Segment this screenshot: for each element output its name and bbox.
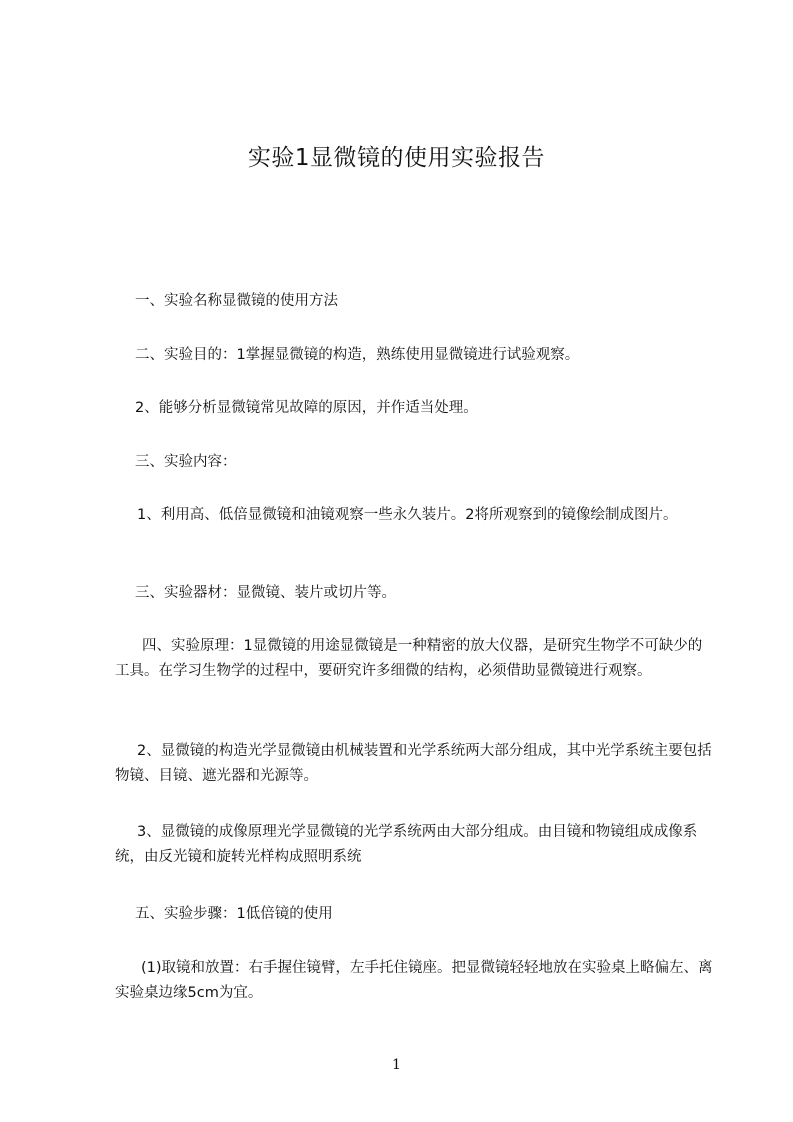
content-item-1: 1、利用高、低倍显微镜和油镜观察一些永久装片。2将所观察到的镜像绘制成图片。: [137, 507, 678, 523]
section-experiment-content: 三、实验内容：: [135, 454, 237, 470]
section-experiment-steps: 五、实验步骤：1低倍镜的使用: [135, 906, 333, 922]
page-number: 1: [392, 1057, 401, 1073]
section-experiment-purpose: 二、实验目的：1掌握显微镜的构造，熟练使用显微镜进行试验观察。: [135, 347, 580, 363]
page-title: 实验1显微镜的使用实验报告: [247, 145, 546, 171]
step-item-1: (1)取镜和放置：右手握住镜臂，左手托住镜座。把显微镜轻轻地放在实验桌上略偏左、离实验桌边缘5cm为宜。: [115, 960, 713, 1001]
section-experiment-equipment: 三、实验器材：显微镜、装片或切片等。: [135, 585, 396, 601]
principle-item-2: 2、显微镜的构造光学显微镜由机械装置和光学系统两大部分组成，其中光学系统主要包括物镜、目镜、遮光器和光源等。: [115, 743, 712, 784]
purpose-item-2: 2、能够分析显微镜常见故障的原因，并作适当处理。: [135, 400, 478, 416]
principle-item-3: 3、显微镜的成像原理光学显微镜的光学系统两由大部分组成。由目镜和物镜组成成像系统，由反光镜和旋转光样构成照明系统: [115, 824, 698, 865]
section-experiment-name: 一、实验名称显微镜的使用方法: [135, 293, 338, 309]
section-experiment-principle: 四、实验原理：1显微镜的用途显微镜是一种精密的放大仪器，是研究生物学不可缺少的工具。在学习生物学的过程中，要研究许多细微的结构，必须借助显微镜进行观察。: [115, 638, 703, 679]
